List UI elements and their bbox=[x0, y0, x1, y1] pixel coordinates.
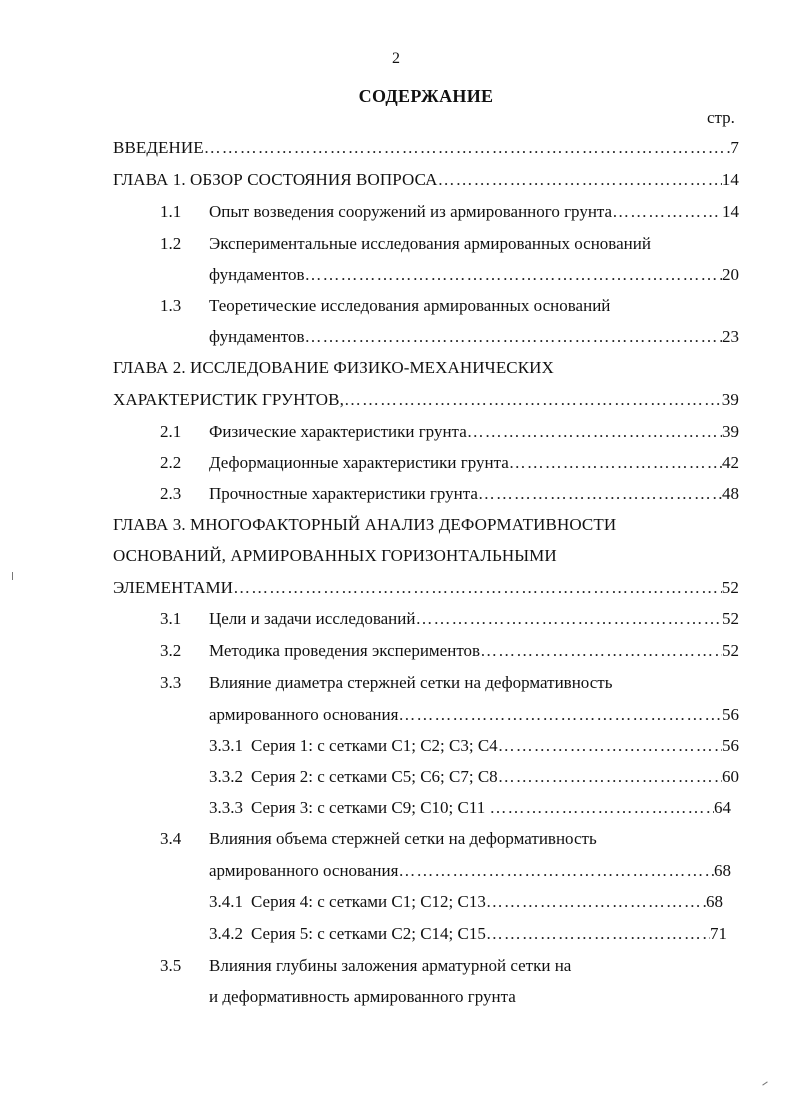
leader-dots bbox=[398, 705, 722, 725]
toc-entry-title-continued: ХАРАКТЕРИСТИК ГРУНТОВ, bbox=[113, 390, 344, 409]
subsection-number: 3.3.3 bbox=[209, 798, 243, 817]
toc-entry-section-3-1 bbox=[209, 609, 739, 629]
leader-dots bbox=[478, 484, 722, 504]
toc-entry-subsection-3-3-3 bbox=[209, 798, 731, 818]
leader-dots bbox=[204, 138, 731, 158]
toc-entry-title: ВВЕДЕНИЕ bbox=[113, 138, 204, 157]
leader-dots bbox=[344, 390, 722, 410]
toc-entry-section-1-1 bbox=[209, 202, 739, 222]
leader-dots bbox=[486, 924, 710, 944]
toc-entry-page: 20 bbox=[722, 265, 739, 284]
toc-entry-subsection-3-4-2 bbox=[209, 924, 727, 944]
toc-entry-page: 56 bbox=[722, 705, 739, 724]
toc-entry-subsection-3-3-1 bbox=[209, 736, 739, 756]
toc-entry-title: ГЛАВА 1. ОБЗОР СОСТОЯНИЯ ВОПРОСА bbox=[113, 170, 438, 189]
leader-dots bbox=[490, 798, 715, 818]
section-number: 1.2 bbox=[160, 234, 182, 253]
toc-entry-section-1-2 bbox=[209, 265, 739, 285]
toc-entry-title: Экспериментальные исследования армированных оснований bbox=[209, 234, 651, 253]
section-number: 1.1 bbox=[160, 202, 182, 221]
toc-entry-page: 39 bbox=[722, 422, 739, 441]
toc-entry-title-continued: армированного основания bbox=[209, 705, 399, 724]
page-title: СОДЕРЖАНИЕ bbox=[358, 86, 494, 106]
scan-artifact bbox=[12, 572, 13, 580]
toc-entry-title: Деформационные характеристики грунта bbox=[209, 453, 509, 472]
toc-entry-page: 7 bbox=[730, 138, 739, 157]
toc-entry-page: 68 bbox=[706, 892, 723, 911]
toc-entry-title: Методика проведения экспериментов bbox=[209, 641, 481, 660]
leader-dots bbox=[509, 453, 722, 473]
toc-entry-section-2-1 bbox=[209, 422, 739, 442]
toc-entry-title: Серия 4: с сетками С1; С12; С13 bbox=[251, 892, 486, 911]
section-number: 3.1 bbox=[160, 609, 182, 628]
section-number: 2.3 bbox=[160, 484, 182, 503]
toc-entry-title: Опыт возведения сооружений из армированного грунта bbox=[209, 202, 613, 221]
toc-entry-title-continued: армированного основания bbox=[209, 861, 399, 880]
toc-entry-section-1-3 bbox=[209, 327, 739, 347]
toc-entry-section-2-2 bbox=[209, 453, 739, 473]
toc-entry-page: 39 bbox=[721, 390, 739, 409]
leader-dots bbox=[480, 641, 722, 661]
toc-entry-introduction bbox=[113, 138, 739, 158]
toc-entry-page: 56 bbox=[722, 736, 739, 755]
page-number: 2 bbox=[392, 50, 400, 67]
section-number: 3.4 bbox=[160, 829, 182, 848]
toc-entry-page: 14 bbox=[722, 202, 739, 221]
toc-entry-title: Серия 3: с сетками С9; С10; С11 bbox=[251, 798, 490, 817]
toc-entry-page: 68 bbox=[714, 861, 731, 880]
toc-entry-title-continued: ЭЛЕМЕНТАМИ bbox=[113, 578, 234, 597]
toc-entry-section-3-4 bbox=[209, 861, 731, 881]
toc-entry-title: Цели и задачи исследований bbox=[209, 609, 416, 628]
subsection-number: 3.3.2 bbox=[209, 767, 243, 786]
toc-entry-page: 14 bbox=[721, 170, 739, 189]
toc-entry-title: Серия 2: с сетками С5; С6; С7; С8 bbox=[251, 767, 498, 786]
toc-entry-title: Серия 5: с сетками С2; С14; С15 bbox=[251, 924, 486, 943]
leader-dots bbox=[305, 265, 722, 285]
toc-entry-title: Серия 1: с сетками С1; С2; С3; С4 bbox=[251, 736, 498, 755]
section-number: 3.3 bbox=[160, 673, 182, 692]
toc-entry-title: Влияния глубины заложения арматурной сетки на bbox=[209, 956, 572, 975]
toc-entry-page: 64 bbox=[714, 798, 731, 817]
toc-entry-page: 23 bbox=[722, 327, 739, 346]
toc-entry-title: Прочностные характеристики грунта bbox=[209, 484, 478, 503]
leader-dots bbox=[398, 861, 714, 881]
toc-entry-chapter-3-title: ГЛАВА 3. МНОГОФАКТОРНЫЙ АНАЛИЗ ДЕФОРМАТИВНОСТИ bbox=[113, 515, 617, 534]
section-number: 1.3 bbox=[160, 296, 182, 315]
toc-entry-subsection-3-3-2 bbox=[209, 767, 739, 787]
leader-dots bbox=[415, 609, 722, 629]
subsection-number: 3.4.2 bbox=[209, 924, 243, 943]
section-number: 2.1 bbox=[160, 422, 182, 441]
toc-entry-title: Физические характеристики грунта bbox=[209, 422, 467, 441]
page-column-label: стр. bbox=[707, 108, 735, 127]
toc-entry-title: Влияния объема стержней сетки на деформативность bbox=[209, 829, 597, 848]
toc-entry-page: 71 bbox=[710, 924, 727, 943]
toc-entry-page: 52 bbox=[721, 578, 739, 597]
toc-entry-title-continued: фундаментов bbox=[209, 327, 305, 346]
toc-entry-section-2-3 bbox=[209, 484, 739, 504]
toc-entry-page: 60 bbox=[722, 767, 739, 786]
leader-dots bbox=[467, 422, 722, 442]
leader-dots bbox=[438, 170, 722, 190]
leader-dots bbox=[498, 767, 722, 787]
subsection-number: 3.4.1 bbox=[209, 892, 243, 911]
leader-dots bbox=[498, 736, 722, 756]
toc-entry-section-3-2 bbox=[209, 641, 739, 661]
toc-entry-page: 42 bbox=[722, 453, 739, 472]
toc-entry-page: 52 bbox=[722, 641, 739, 660]
toc-entry-title-continued: фундаментов bbox=[209, 265, 305, 284]
toc-entry-section-3-3 bbox=[209, 705, 739, 725]
toc-entry-page: 52 bbox=[722, 609, 739, 628]
toc-entry-chapter-1 bbox=[113, 170, 739, 190]
leader-dots bbox=[305, 327, 722, 347]
toc-entry-title: Теоретические исследования армированных оснований bbox=[209, 296, 611, 315]
toc-entry-page: 48 bbox=[722, 484, 739, 503]
section-number: 2.2 bbox=[160, 453, 182, 472]
toc-entry-chapter-2-title: ГЛАВА 2. ИССЛЕДОВАНИЕ ФИЗИКО-МЕХАНИЧЕСКИХ bbox=[113, 358, 554, 377]
subsection-number: 3.3.1 bbox=[209, 736, 243, 755]
section-number: 3.5 bbox=[160, 956, 182, 975]
toc-entry-title-continued: и деформативность армированного грунта bbox=[209, 987, 516, 1006]
section-number: 3.2 bbox=[160, 641, 182, 660]
leader-dots bbox=[612, 202, 722, 222]
toc-entry-chapter-2 bbox=[113, 390, 739, 410]
toc-entry-subsection-3-4-1 bbox=[209, 892, 723, 912]
leader-dots bbox=[486, 892, 706, 912]
toc-entry-chapter-3-title-continued: ОСНОВАНИЙ, АРМИРОВАННЫХ ГОРИЗОНТАЛЬНЫМИ bbox=[113, 546, 557, 565]
toc-entry-chapter-3 bbox=[113, 578, 739, 598]
toc-entry-title: Влияние диаметра стержней сетки на деформативность bbox=[209, 673, 613, 692]
leader-dots bbox=[233, 578, 722, 598]
